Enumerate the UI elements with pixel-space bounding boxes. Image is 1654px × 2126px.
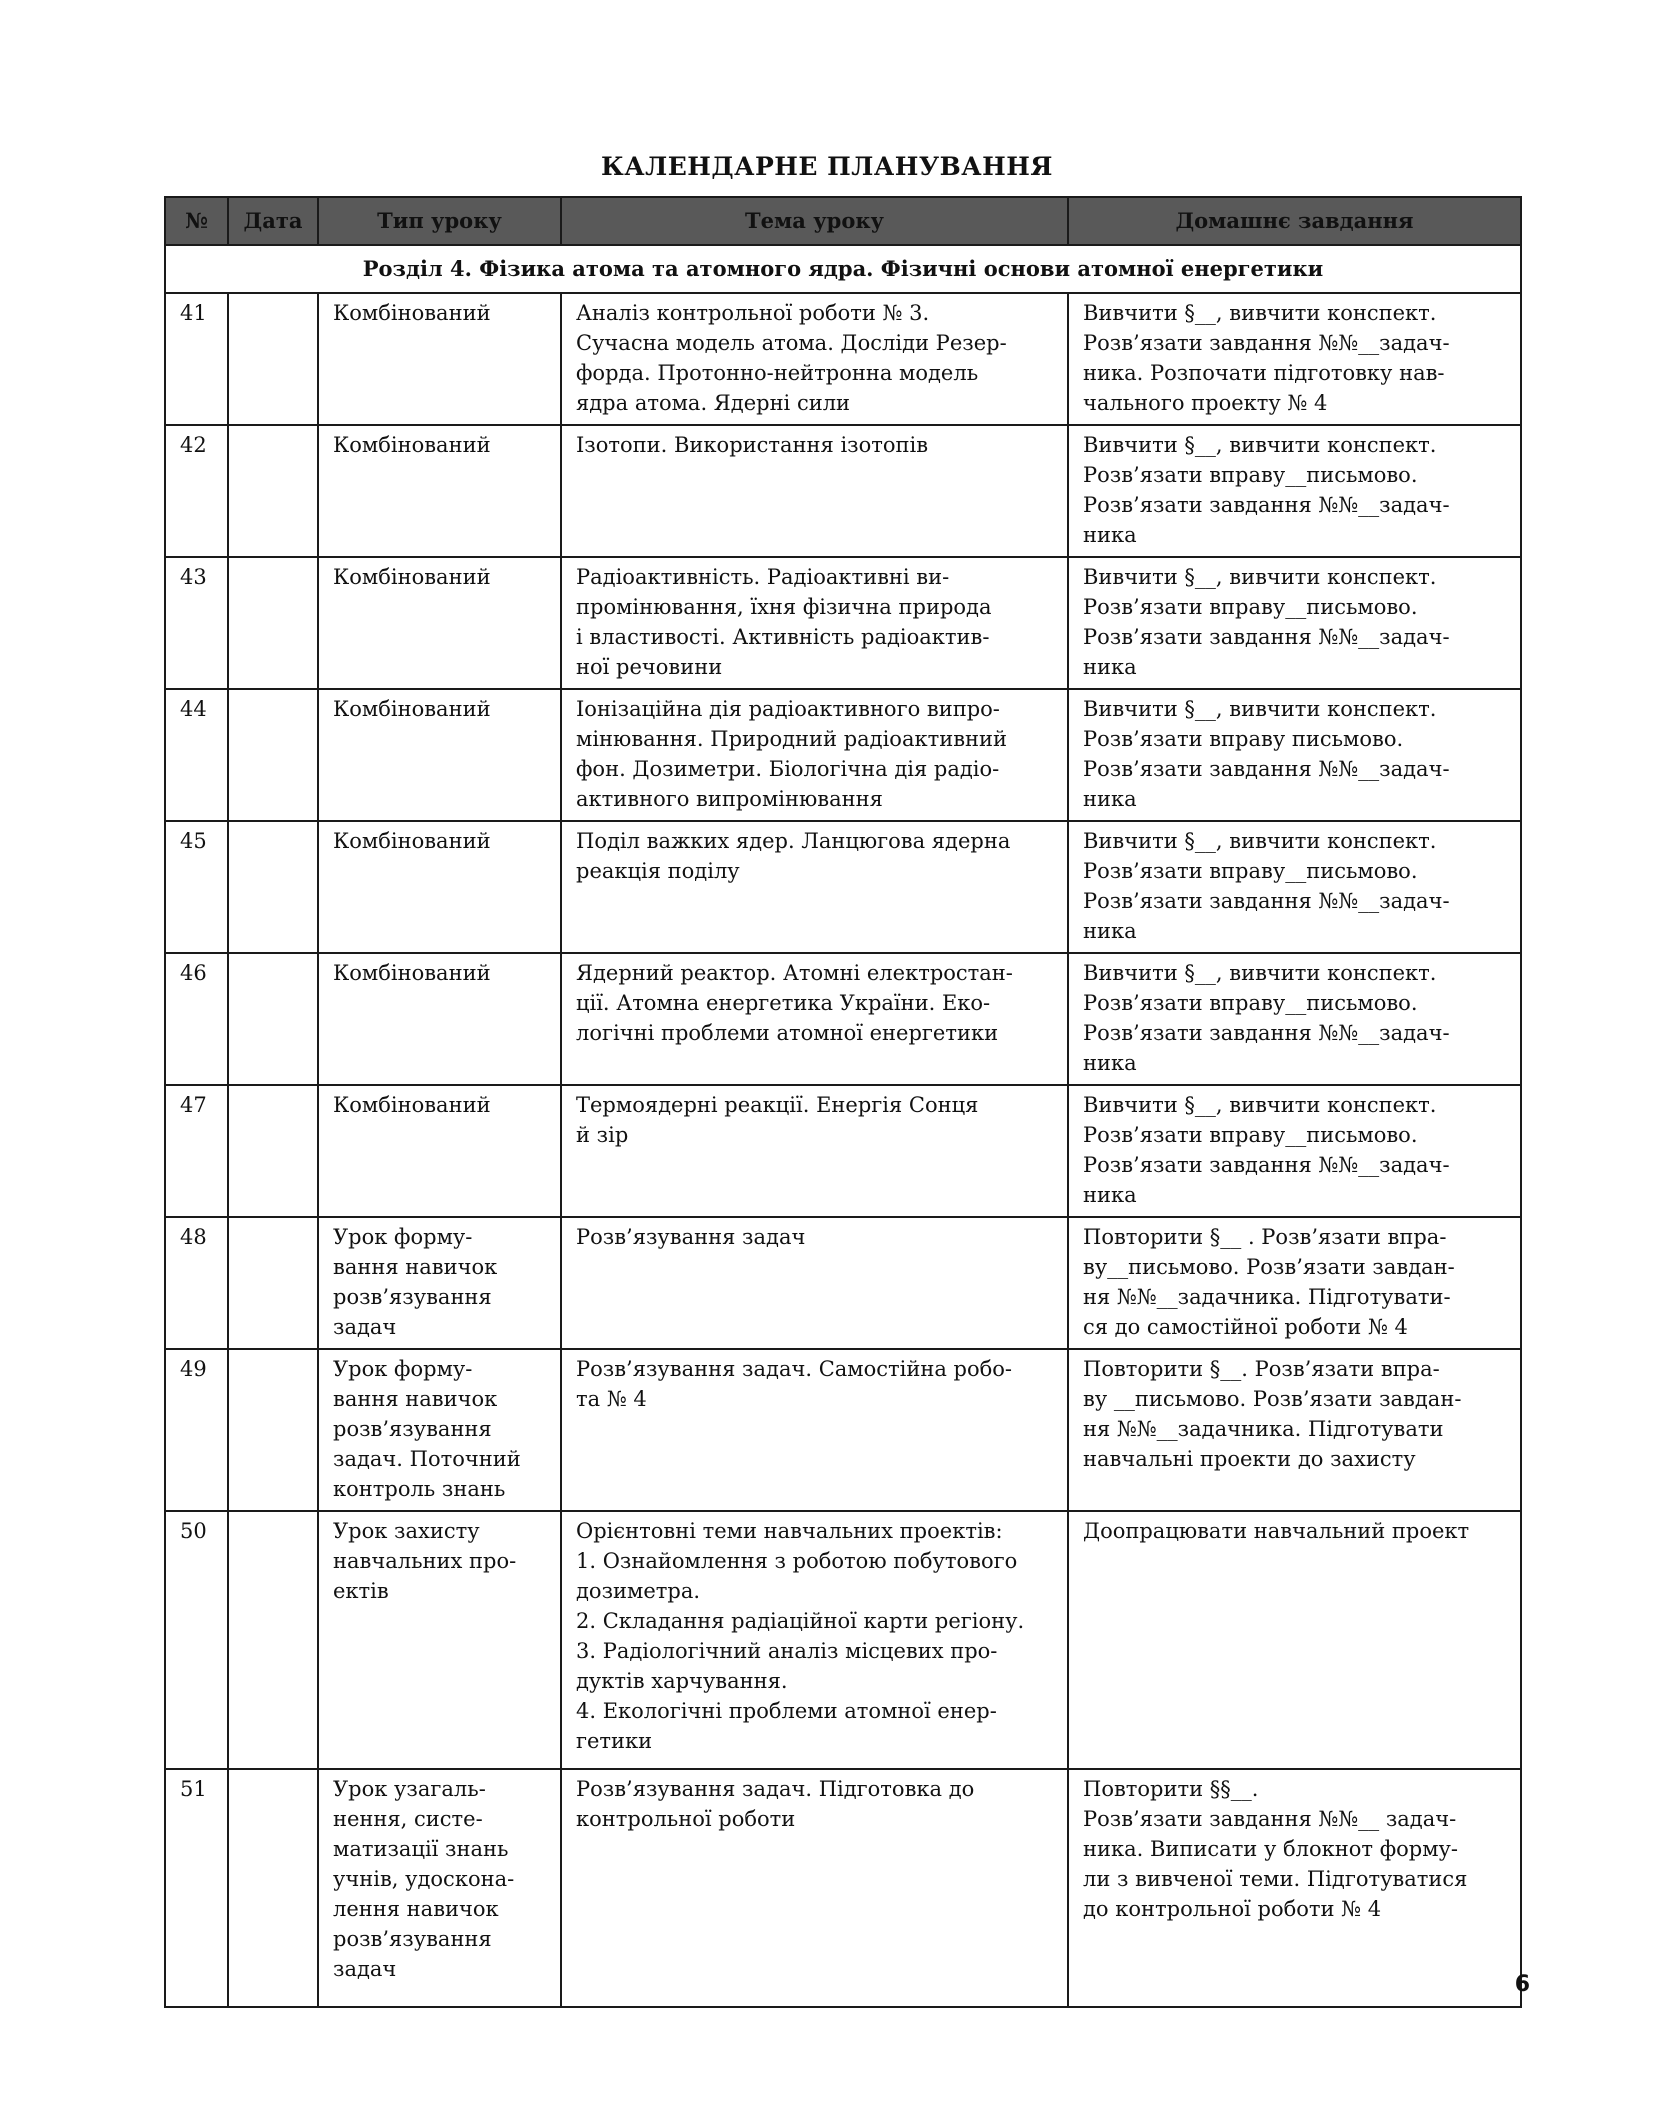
lesson-topic: Розв’язування задач. Підготовка до контрольної роботи [561, 1769, 1068, 2007]
lesson-type: Комбінований [318, 1085, 561, 1217]
lesson-number: 46 [165, 953, 228, 1085]
lesson-number: 45 [165, 821, 228, 953]
lesson-type: Комбінований [318, 953, 561, 1085]
table-row [165, 1769, 1521, 2007]
lesson-homework: Доопрацювати навчальний проект [1068, 1511, 1521, 1769]
lesson-date [228, 557, 318, 689]
lesson-topic: Орієнтовні теми навчальних проектів: 1. Ознайомлення з роботою побутового дозиметра. 2. Складання радіаційної карти регіону. 3. Радіологічний аналіз місцевих про- дуктів харчування. 4. Екологічні проблеми атомної енер- гетики [561, 1511, 1068, 1769]
header-homework: Домашнє завдання [1068, 197, 1521, 245]
lesson-date [228, 1769, 318, 2007]
lesson-homework: Вивчити §__, вивчити конспект. Розв’язати вправу__письмово. Розв’язати завдання №№__задач- ника [1068, 1085, 1521, 1217]
table-row [165, 1511, 1521, 1769]
calendar-plan-table [164, 196, 1522, 2008]
lesson-date [228, 821, 318, 953]
lesson-topic: Поділ важких ядер. Ланцюгова ядерна реакція поділу [561, 821, 1068, 953]
table-row [165, 557, 1521, 689]
table-row [165, 1349, 1521, 1511]
lesson-number: 47 [165, 1085, 228, 1217]
lesson-date [228, 425, 318, 557]
lesson-number: 50 [165, 1511, 228, 1769]
lesson-topic: Розв’язування задач [561, 1217, 1068, 1349]
lesson-date [228, 293, 318, 425]
lesson-homework: Вивчити §__, вивчити конспект. Розв’язати вправу письмово. Розв’язати завдання №№__задач- ника [1068, 689, 1521, 821]
lesson-type: Урок узагаль- нення, систе- матизації знань учнів, удоскона- лення навичок розв’язування задач [318, 1769, 561, 2007]
lesson-type: Комбінований [318, 557, 561, 689]
lesson-topic: Аналіз контрольної роботи № 3. Сучасна модель атома. Досліди Резер- форда. Протонно-нейтронна модель ядра атома. Ядерні сили [561, 293, 1068, 425]
lesson-homework: Повторити §§__. Розв’язати завдання №№__ задач- ника. Виписати у блокнот форму- ли з вивченої теми. Підготуватися до контрольної роботи № 4 [1068, 1769, 1521, 2007]
lesson-homework: Вивчити §__, вивчити конспект. Розв’язати вправу__письмово. Розв’язати завдання №№__задач- ника [1068, 557, 1521, 689]
lesson-number: 44 [165, 689, 228, 821]
page-title: КАЛЕНДАРНЕ ПЛАНУВАННЯ [601, 152, 1053, 181]
lesson-date [228, 953, 318, 1085]
table-row [165, 1217, 1521, 1349]
header-lesson-type: Тип уроку [318, 197, 561, 245]
lesson-topic: Радіоактивність. Радіоактивні ви- промінювання, їхня фізична природа і властивості. Активність радіоактив- ної речовини [561, 557, 1068, 689]
table-row [165, 821, 1521, 953]
lesson-type: Комбінований [318, 425, 561, 557]
lesson-type: Комбінований [318, 293, 561, 425]
lesson-number: 42 [165, 425, 228, 557]
lesson-date [228, 1085, 318, 1217]
lesson-type: Комбінований [318, 821, 561, 953]
lesson-type: Комбінований [318, 689, 561, 821]
table-row [165, 1085, 1521, 1217]
page-number: 6 [1514, 1972, 1530, 1997]
lesson-topic: Ядерний реактор. Атомні електростан- ції. Атомна енергетика України. Еко- логічні проблеми атомної енергетики [561, 953, 1068, 1085]
lesson-topic: Ізотопи. Використання ізотопів [561, 425, 1068, 557]
lesson-topic: Термоядерні реакції. Енергія Сонця й зір [561, 1085, 1068, 1217]
lesson-topic: Розв’язування задач. Самостійна робо- та № 4 [561, 1349, 1068, 1511]
table-row [165, 689, 1521, 821]
lesson-homework: Вивчити §__, вивчити конспект. Розв’язати вправу__письмово. Розв’язати завдання №№__задач- ника [1068, 953, 1521, 1085]
lesson-homework: Вивчити §__, вивчити конспект. Розв’язати вправу__письмово. Розв’язати завдання №№__задач- ника [1068, 425, 1521, 557]
section-row [165, 245, 1521, 293]
table-row [165, 293, 1521, 425]
section-title: Розділ 4. Фізика атома та атомного ядра. Фізичні основи атомної енергетики [165, 245, 1521, 293]
lesson-date [228, 689, 318, 821]
lesson-homework: Вивчити §__, вивчити конспект. Розв’язати вправу__письмово. Розв’язати завдання №№__задач- ника [1068, 821, 1521, 953]
lesson-type: Урок захисту навчальних про- ектів [318, 1511, 561, 1769]
lesson-homework: Вивчити §__, вивчити конспект. Розв’язати завдання №№__задач- ника. Розпочати підготовку нав- чального проекту № 4 [1068, 293, 1521, 425]
lesson-date [228, 1511, 318, 1769]
lesson-homework: Повторити §__. Розв’язати впра- ву __письмово. Розв’язати завдан- ня №№__задачника. Підготувати навчальні проекти до захисту [1068, 1349, 1521, 1511]
table-header-row [165, 197, 1521, 245]
lesson-homework: Повторити §__ . Розв’язати впра- ву__письмово. Розв’язати завдан- ня №№__задачника. Підготувати- ся до самостійної роботи № 4 [1068, 1217, 1521, 1349]
lesson-number: 48 [165, 1217, 228, 1349]
lesson-date [228, 1217, 318, 1349]
header-date: Дата [228, 197, 318, 245]
lesson-type: Урок форму- вання навичок розв’язування задач. Поточний контроль знань [318, 1349, 561, 1511]
lesson-type: Урок форму- вання навичок розв’язування задач [318, 1217, 561, 1349]
table-row [165, 953, 1521, 1085]
lesson-number: 49 [165, 1349, 228, 1511]
lesson-number: 41 [165, 293, 228, 425]
header-number: № [165, 197, 228, 245]
lesson-topic: Іонізаційна дія радіоактивного випро- мінювання. Природний радіоактивний фон. Дозиметри. Біологічна дія радіо- активного випромінювання [561, 689, 1068, 821]
table-row [165, 425, 1521, 557]
header-lesson-topic: Тема уроку [561, 197, 1068, 245]
lesson-number: 51 [165, 1769, 228, 2007]
lesson-date [228, 1349, 318, 1511]
lesson-number: 43 [165, 557, 228, 689]
